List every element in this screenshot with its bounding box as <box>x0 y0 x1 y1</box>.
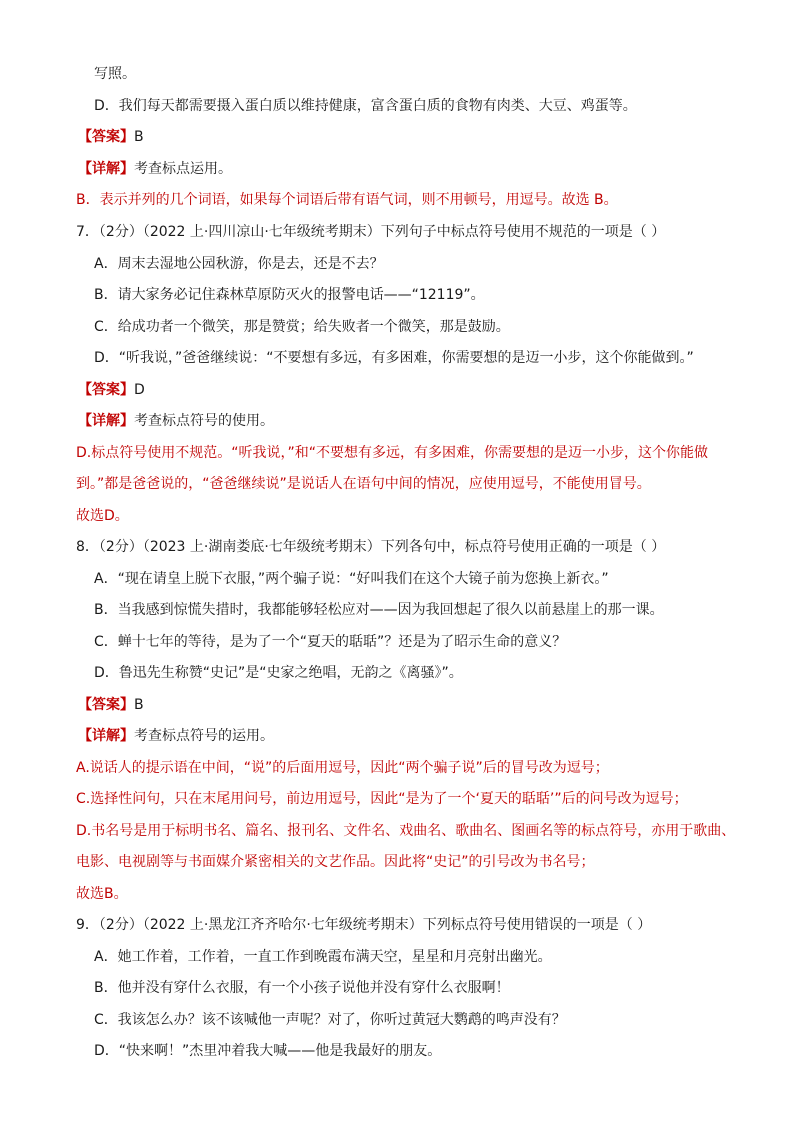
question-9: 9．（2分）（2022 上·黑龙江齐齐哈尔·七年级统考期末）下列标点符号使用错误的一项是（ ） <box>76 917 652 933</box>
q8-option-a: A．“现在请皇上脱下衣服，”两个骗子说：“好叫我们在这个大镜子前为您换上新衣。” <box>94 571 609 587</box>
option-d-continuation: 写照。 <box>94 66 136 82</box>
explanation-label: 【详解】 <box>78 161 134 177</box>
explanation-text: 考查标点运用。 <box>134 161 232 177</box>
q9-option-c: C．我该怎么办？该不该喊他一声呢？对了，你听过黄冠大鹦鹉的鸣声没有？ <box>94 1012 566 1028</box>
q9-option-b: B．他并没有穿什么衣服，有一个小孩子说他并没有穿什么衣服啊！ <box>94 980 510 996</box>
answer-label: 【答案】 <box>78 697 134 713</box>
q8-analysis-d-line-2: 电影、电视剧等与书面媒介紧密相关的文艺作品。因此将“史记”的引号改为书名号； <box>76 854 595 870</box>
q7-conclusion: 故选D。 <box>76 508 129 524</box>
q9-option-a: A．她工作着，工作着，一直工作到晚霞布满天空，星星和月亮射出幽光。 <box>94 949 552 965</box>
explanation-label: 【详解】 <box>78 728 134 744</box>
q7-analysis-line-2: 到。”都是爸爸说的，“爸爸继续说”是说话人在语句中间的情况，应使用逗号，不能使用冒号。 <box>76 476 651 492</box>
q8-analysis-d-line-1: D.书名号是用于标明书名、篇名、报刊名、文件名、戏曲名、歌曲名、图画名等的标点符号，亦用于歌曲、 <box>76 823 736 839</box>
q9-option-d: D．“快来啊！”杰里冲着我大喊——他是我最好的朋友。 <box>94 1043 442 1059</box>
q8-analysis-a: A.说话人的提示语在中间，“说”的后面用逗号，因此“两个骗子说”后的冒号改为逗号； <box>76 760 609 776</box>
q6-option-d: D．我们每天都需要摄入蛋白质以维持健康，富含蛋白质的食物有肉类、大豆、鸡蛋等。 <box>94 98 637 114</box>
q6-analysis: B．表示并列的几个词语，如果每个词语后带有语气词，则不用顿号，用逗号。故选 B。 <box>76 192 618 208</box>
q7-explanation <box>78 411 274 431</box>
q8-analysis-c: C.选择性问句，只在末尾用问号，前边用逗号，因此“是为了一个‘夏天的聒聒’”后的问号改为逗号； <box>76 791 688 807</box>
q7-option-b: B．请大家务必记住森林草原防灭火的报警电话——“12119”。 <box>94 287 485 303</box>
question-7: 7．（2分）（2022 上·四川凉山·七年级统考期末）下列句子中标点符号使用不规范的一项是（ ） <box>76 224 666 240</box>
answer-value: B <box>134 697 144 713</box>
answer-value: B <box>134 129 144 145</box>
q7-option-a: A．周末去湿地公园秋游，你是去，还是不去？ <box>94 256 384 272</box>
explanation-text: 考查标点符号的运用。 <box>134 728 274 744</box>
q8-option-c: C．蝉十七年的等待，是为了一个“夏天的聒聒”？还是为了昭示生命的意义？ <box>94 634 567 650</box>
explanation-text: 考查标点符号的使用。 <box>134 413 274 429</box>
q7-analysis-line-1: D.标点符号使用不规范。“听我说，”和“不要想有多远，有多困难，你需要想的是迈一小步，这个你能做 <box>76 445 708 461</box>
q6-explanation <box>78 159 232 179</box>
q8-answer <box>78 695 144 715</box>
q8-explanation <box>78 726 274 746</box>
answer-label: 【答案】 <box>78 382 134 398</box>
q8-conclusion: 故选B。 <box>76 886 128 902</box>
q8-option-b: B．当我感到惊慌失措时，我都能够轻松应对——因为我回想起了很久以前悬崖上的那一课。 <box>94 602 664 618</box>
question-8: 8．（2分）（2023 上·湖南娄底·七年级统考期末）下列各句中，标点符号使用正确的一项是（ ） <box>76 539 666 555</box>
answer-value: D <box>134 382 145 398</box>
q7-answer <box>78 380 145 400</box>
q8-option-d: D．鲁迅先生称赞“史记”是“史家之绝唱，无韵之《离骚》”。 <box>94 665 463 681</box>
q7-option-d: D．“听我说，”爸爸继续说：“不要想有多远，有多困难，你需要想的是迈一小步，这个你能做到。” <box>94 350 694 366</box>
explanation-label: 【详解】 <box>78 413 134 429</box>
q6-answer <box>78 127 144 147</box>
q7-option-c: C．给成功者一个微笑，那是赞赏；给失败者一个微笑，那是鼓励。 <box>94 319 510 335</box>
answer-label: 【答案】 <box>78 129 134 145</box>
